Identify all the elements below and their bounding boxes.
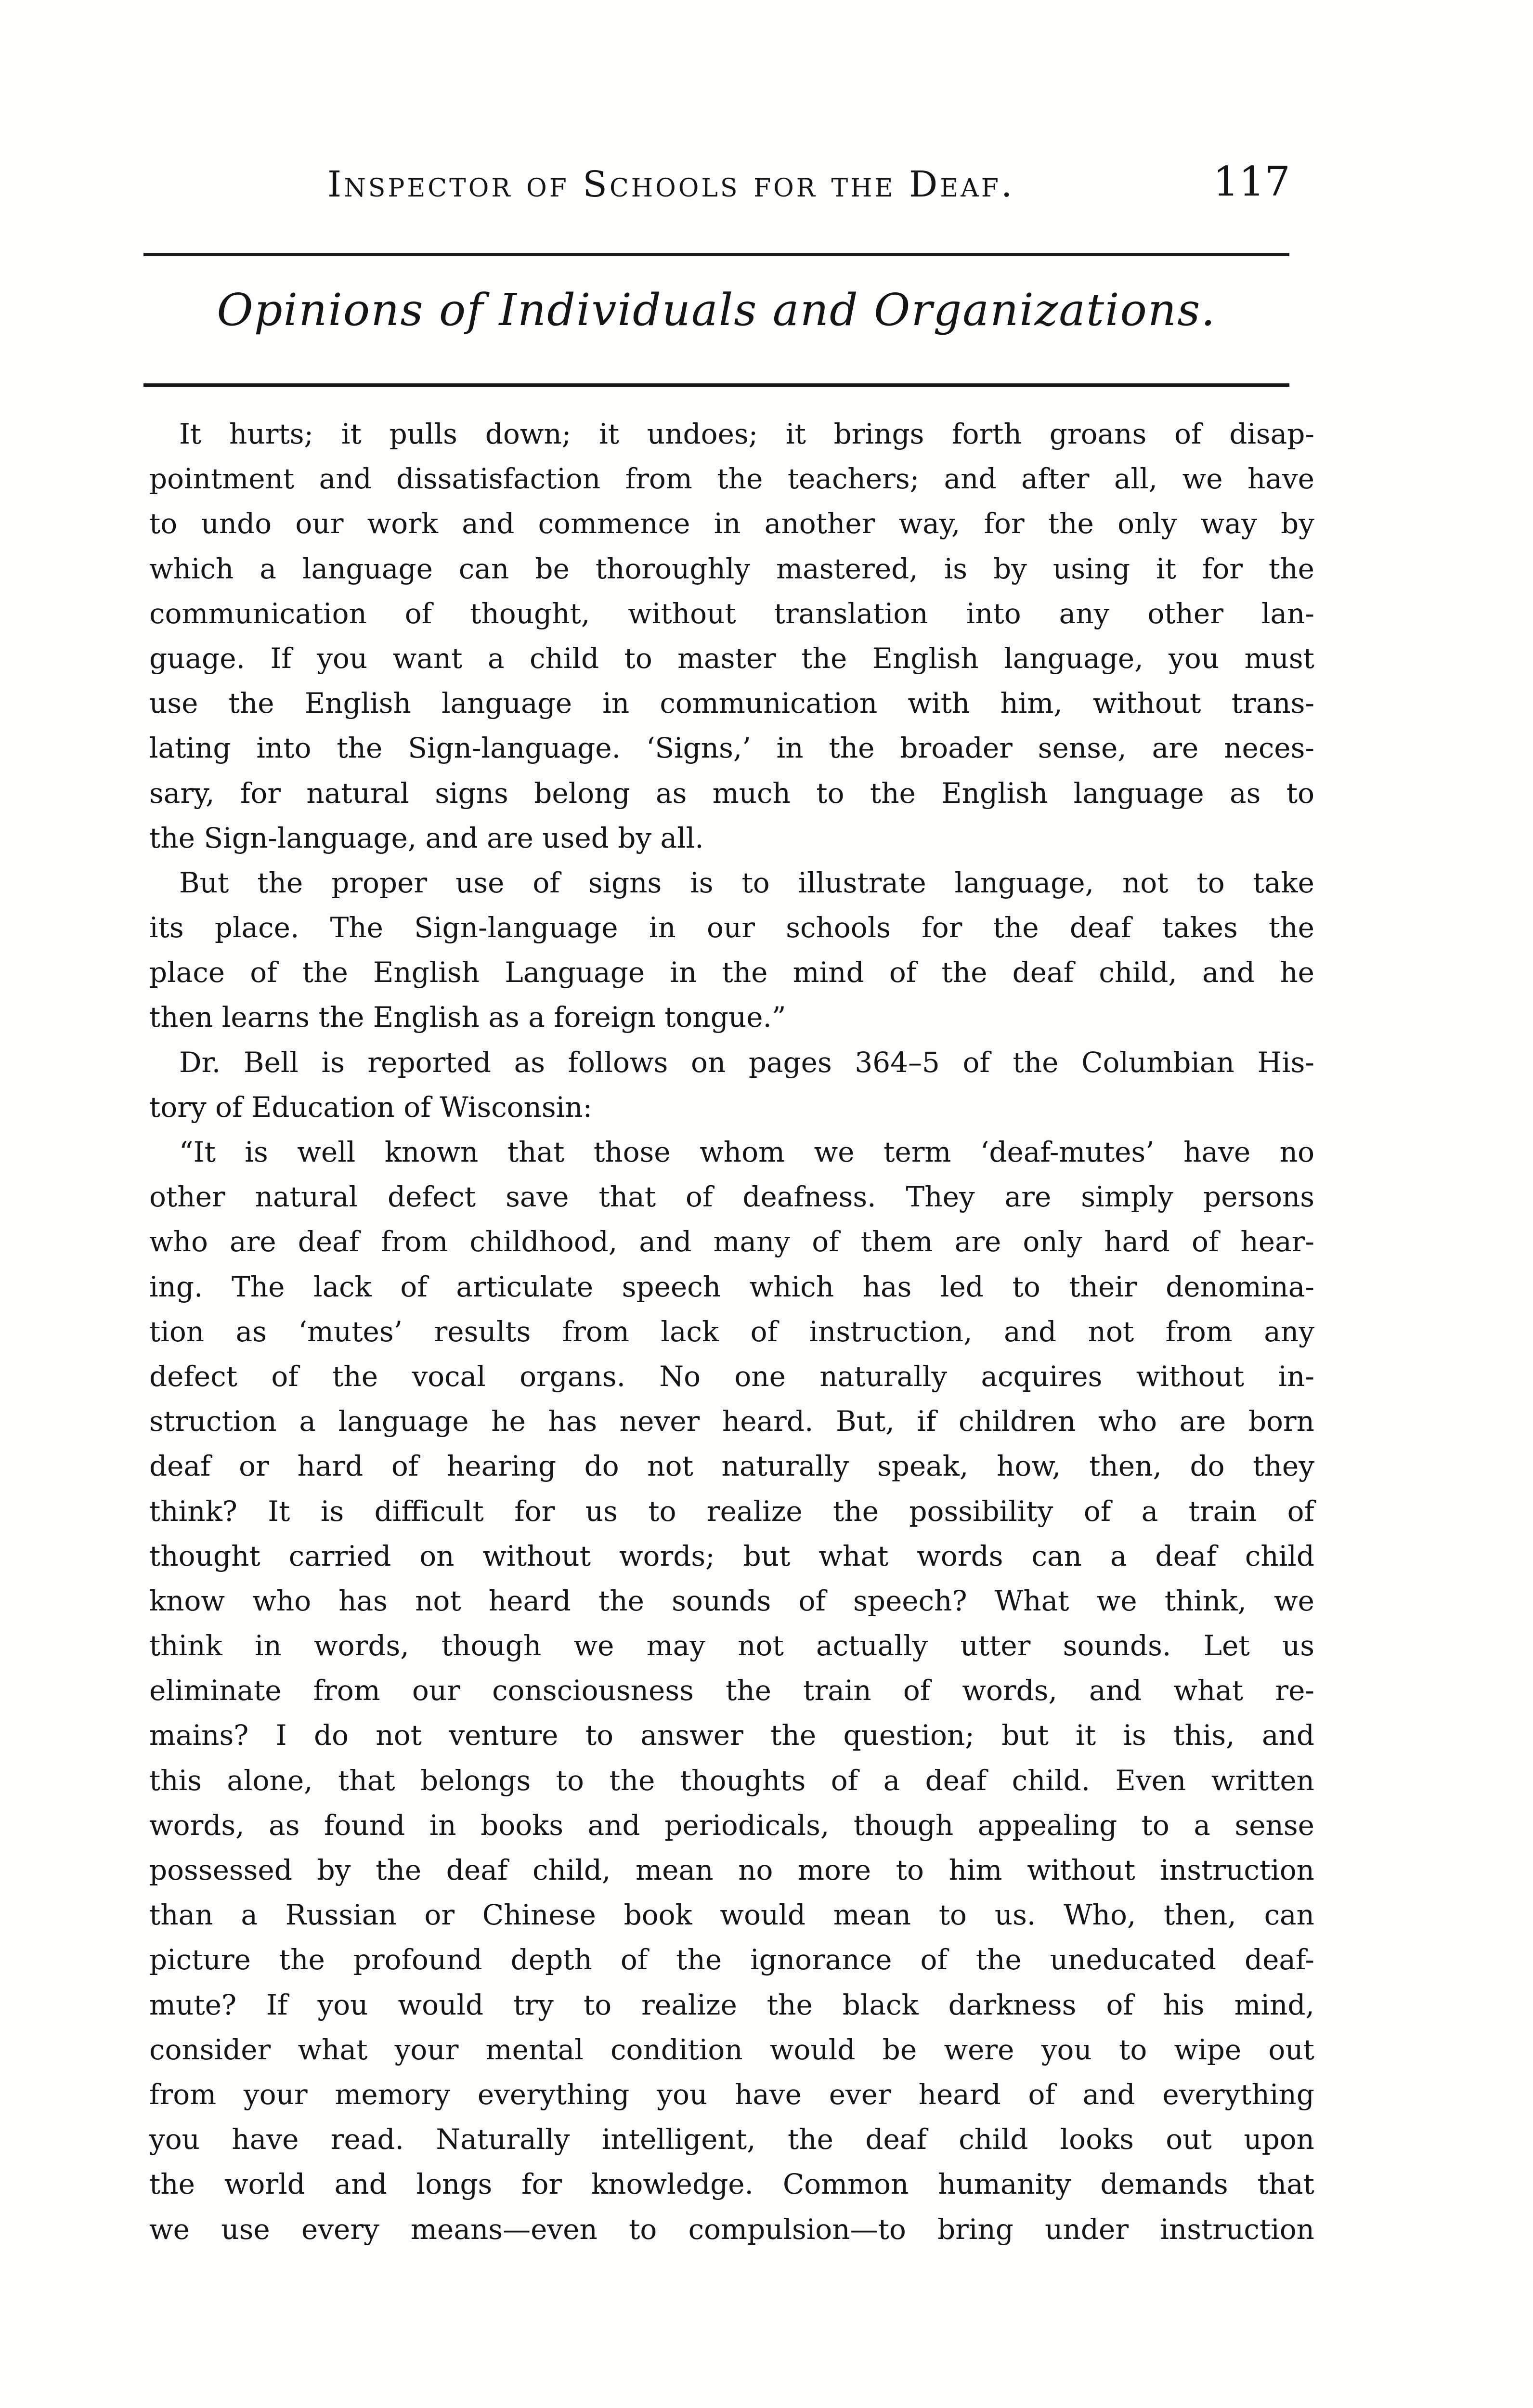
text-line: to undo our work and commence in another way, for the only way by — [149, 507, 1314, 540]
text-line: mains? I do not venture to answer the question; but it is this, and — [149, 1719, 1314, 1752]
text-line: think in words, though we may not actually utter sounds. Let us — [149, 1629, 1314, 1662]
text-line: words, as found in books and periodicals, though appealing to a sense — [149, 1808, 1314, 1842]
text-line: we use every means—even to compulsion—to bring under instruction — [149, 2212, 1314, 2246]
running-head — [144, 144, 1290, 217]
text-line: But the proper use of signs is to illustrate language, not to take — [179, 866, 1314, 899]
text-line: consider what your mental condition would be were you to wipe out — [149, 2033, 1314, 2066]
text-line: communication of thought, without translation into any other lan- — [149, 597, 1314, 630]
text-line: “It is well known that those whom we term ‘deaf-mutes’ have no — [179, 1136, 1314, 1168]
text-line: who are deaf from childhood, and many of them are only hard of hear- — [149, 1225, 1314, 1258]
running-title: Inspector of Schools for the Deaf. — [327, 164, 1015, 205]
text-line: which a language can be thoroughly mastered, is by using it for the — [149, 552, 1314, 585]
page-number: 117 — [1213, 158, 1290, 205]
text-line: sary, for natural signs belong as much to the English language as to — [149, 776, 1314, 810]
text-line: guage. If you want a child to master the English language, you must — [149, 641, 1314, 675]
text-line: possessed by the deaf child, mean no more to him without instruction — [149, 1854, 1314, 1886]
text-line: tory of Education of Wisconsin: — [149, 1090, 593, 1124]
text-line: think? It is difficult for us to realize the possibility of a train of — [149, 1494, 1314, 1528]
text-line: struction a language he has never heard. But, if children who are born — [149, 1405, 1314, 1438]
text-line: than a Russian or Chinese book would mean to us. Who, then, can — [149, 1898, 1314, 1932]
text-line: the Sign-language, and are used by all. — [149, 821, 704, 854]
header-rule-top — [143, 253, 1289, 256]
text-line: pointment and dissatisfaction from the teachers; and after all, we have — [149, 462, 1314, 496]
text-line: deaf or hard of hearing do not naturally speak, how, then, do they — [149, 1450, 1314, 1483]
text-line: then learns the English as a foreign tongue.” — [149, 1001, 786, 1034]
text-line: place of the English Language in the mind of the deaf child, and he — [149, 956, 1314, 989]
text-line: use the English language in communication with him, without trans- — [149, 687, 1314, 720]
text-line: its place. The Sign-language in our schools for the deaf takes the — [149, 911, 1314, 944]
text-line: eliminate from our consciousness the train of words, and what re- — [149, 1674, 1314, 1707]
text-line: mute? If you would try to realize the black darkness of his mind, — [149, 1988, 1314, 2021]
text-line: know who has not heard the sounds of speech? What we think, we — [149, 1584, 1314, 1617]
text-line: you have read. Naturally intelligent, the deaf child looks out upon — [149, 2123, 1314, 2156]
text-line: ing. The lack of articulate speech which has led to their denomina- — [149, 1270, 1314, 1303]
text-line: this alone, that belongs to the thoughts of a deaf child. Even written — [149, 1764, 1314, 1797]
text-line: thought carried on without words; but what words can a deaf child — [149, 1539, 1314, 1572]
body-text — [149, 412, 1314, 2252]
text-line: picture the profound depth of the ignorance of the uneducated deaf- — [149, 1943, 1314, 1976]
text-line: other natural defect save that of deafness. They are simply persons — [149, 1180, 1314, 1214]
text-line: lating into the Sign-language. ‘Signs,’ in the broader sense, are neces- — [149, 732, 1314, 765]
text-line: It hurts; it pulls down; it undoes; it brings forth groans of disap- — [179, 418, 1314, 450]
text-line: from your memory everything you have ever heard of and everything — [149, 2078, 1314, 2111]
section-heading: Opinions of Individuals and Organizations. — [217, 284, 1216, 336]
header-rule-bottom — [143, 383, 1289, 387]
text-line: defect of the vocal organs. No one naturally acquires without in- — [149, 1360, 1314, 1393]
text-line: the world and longs for knowledge. Common humanity demands that — [149, 2168, 1314, 2201]
text-line: tion as ‘mutes’ results from lack of instruction, and not from any — [149, 1315, 1314, 1348]
text-line: Dr. Bell is reported as follows on pages 364–5 of the Columbian His- — [179, 1046, 1314, 1079]
